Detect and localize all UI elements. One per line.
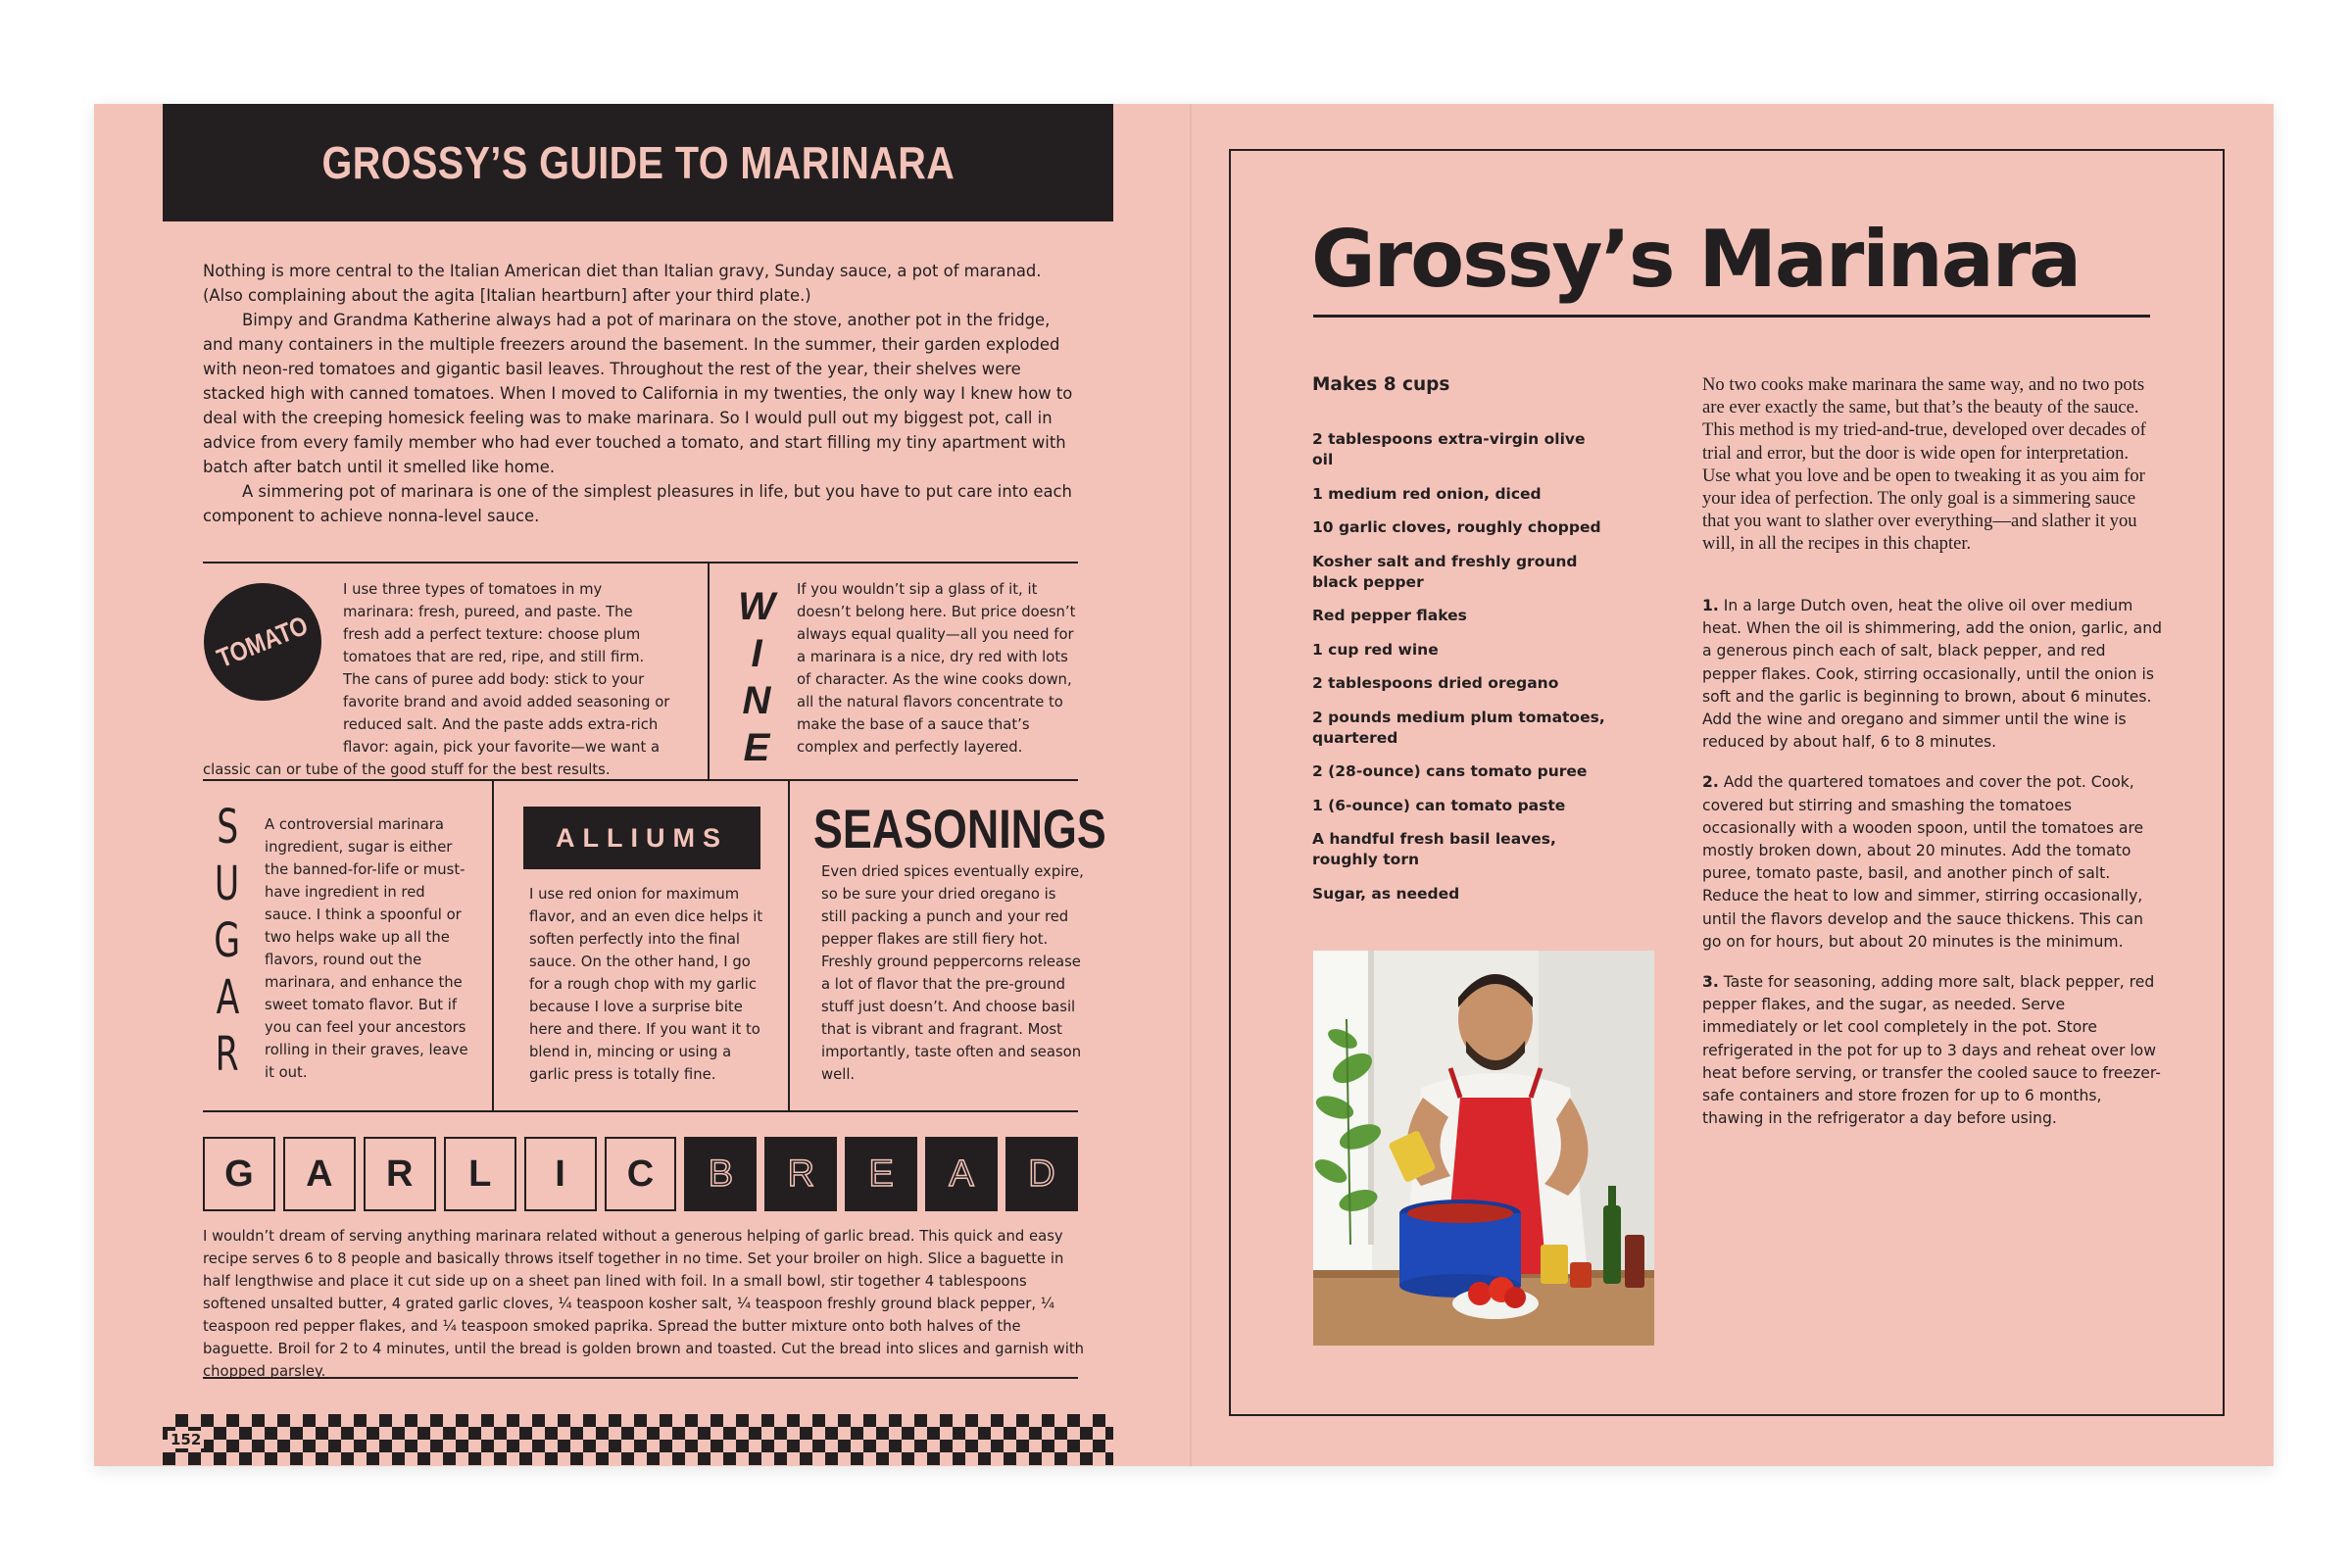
garlic-letter-box: R xyxy=(364,1137,436,1211)
bread-letter-box xyxy=(925,1137,998,1211)
wine-heading xyxy=(735,583,778,771)
garlic-bread-text: I wouldn’t dream of serving anything marinara related without a generous helping of garlic bread. This quick and easy recipe serves 6 to 8 people and basically throws itself together in no time. Set your broiler on high. Slice a baguette in half lengthwise and place it cut side up on a sheet pan lined with foil. In a small bowl, stir together 4 tablespoons softened unsalted butter, 4 grated garlic cloves, ¼ teaspoon kosher salt, ¼ teaspoon freshly ground black pepper, ¼ teaspoon red pepper flakes, and ¼ teaspoon smoked paprika. Spread the butter mixture onto both halves of the baguette. Broil for 2 to 4 minutes, until the bread is golden brown and toasted. Cut the bread into slices and garnish with chopped parsley. xyxy=(203,1228,1085,1380)
bread-letter: R xyxy=(787,1152,815,1195)
sugar-letter: U xyxy=(215,857,240,911)
guide-title: GROSSY’S GUIDE TO MARINARA xyxy=(321,137,955,188)
bread-letter: A xyxy=(949,1152,974,1195)
guide-title-bar xyxy=(163,104,1113,221)
garlic-letter-box: L xyxy=(444,1137,516,1211)
intro-text xyxy=(203,259,1085,528)
garlic-letter-box: A xyxy=(283,1137,356,1211)
garlic-letter-box: I xyxy=(524,1137,597,1211)
recipe-step xyxy=(1702,595,2163,754)
ingredient-item: 2 (28-ounce) cans tomato puree xyxy=(1312,762,1588,780)
tomato-label: TOMATO xyxy=(213,610,313,673)
bread-letter-box xyxy=(845,1137,917,1211)
wine-letter: W xyxy=(738,585,775,628)
step-text: Taste for seasoning, adding more salt, black pepper, red pepper flakes, and the sugar, as needed. Serve immediately or let cool completely in the pot. Store refrigerated in the pot for up to 3 days and reheat over low heat before serving, or transfer the cooled sauce to freezer-safe containers and store frozen for up to 6 months, thawing in the refrigerator a day before using. xyxy=(1702,973,2161,1128)
recipe-title: Grossy’s Marinara xyxy=(1311,214,2081,305)
bread-letter: E xyxy=(868,1152,894,1195)
step-number: 1. xyxy=(1702,597,1719,614)
tomato-text: I use three types of tomatoes in my marinara: fresh, pureed, and paste. The fresh add a perfect texture: choose plum tomatoes that are red, ripe, and still firm. The cans of puree add body: stick to your favorite brand and avoid added seasoning or reduced salt. And the paste adds extra-rich flavor: again, pick your favorite—we want a classic can or tube of the good stuff for the best results. xyxy=(203,581,670,778)
checkerboard-footer xyxy=(163,1414,1113,1465)
wine-text: If you wouldn’t sip a glass of it, it doesn’t belong here. But price doesn’t always equal quality—all you need for a marinara is a nice, dry red with lots of character. As the wine cooks down, all the natural flavors concentrate to make the base of a sauce that’s complex and perfectly layered. xyxy=(797,581,1076,756)
ingredient-list xyxy=(1312,429,1606,917)
intro-paragraph: A simmering pot of marinara is one of the simplest pleasures in life, but you have to put care into each component to achieve nonna-level sauce. xyxy=(203,482,1072,525)
sugar-letter: G xyxy=(214,913,241,968)
bread-letter: D xyxy=(1028,1152,1055,1195)
ingredient-item: 10 garlic cloves, roughly chopped xyxy=(1312,518,1601,536)
ingredient-item: Sugar, as needed xyxy=(1312,884,1460,903)
bread-letter: B xyxy=(708,1152,734,1195)
recipe-step xyxy=(1702,971,2163,1130)
alliums-heading xyxy=(523,807,760,869)
ingredient-item: 1 cup red wine xyxy=(1312,640,1439,659)
ingredient-item: Kosher salt and freshly ground black pepper xyxy=(1312,552,1578,591)
sugar-letter: A xyxy=(216,970,239,1025)
sugar-letter: R xyxy=(215,1027,240,1082)
recipe-steps xyxy=(1702,595,2163,1148)
step-number: 3. xyxy=(1702,973,1719,992)
sugar-heading xyxy=(206,799,249,1083)
recipe-step xyxy=(1702,771,2163,954)
sugar-text: A controversial marinara ingredient, sugar is either the banned-for-life or must-have ingredient in red sauce. I think a spoonful or two helps wake up all the flavors, round out the marinara, and enhance the sweet tomato flavor. But if you can feel your ancestors rolling in their graves, leave it out. xyxy=(265,816,468,1081)
seasonings-heading: SEASONINGS xyxy=(813,798,1106,859)
seasonings-text: Even dried spices eventually expire, so be sure your dried oregano is still packing a punch and your red pepper flakes are still fiery hot. Freshly ground peppercorns release a lot of flavor that the pre-ground stuff just doesn’t. And choose basil that is vibrant and fragrant. Most importantly, taste often and season well. xyxy=(821,863,1084,1083)
recipe-headnote: No two cooks make marinara the same way, and no two pots are ever exactly the same, but that’s the beauty of the sauce. This method is my tried-and-true, developed over decades of trial and error, but the door is wide open for interpretation. Use what you love and be open to tweaking it as you aim for your idea of perfection. The only goal is a simmering sauce that you want to slather over everything—and slather it you will, in all the recipes in this chapter. xyxy=(1702,374,2146,555)
step-text: Add the quartered tomatoes and cover the pot. Cook, covered but stirring and smashing the tomatoes occasionally with a wooden spoon, until the tomatoes are mostly broken down, about 20 minutes. Add the tomato puree, tomato paste, basil, and another pinch of salt. Reduce the heat to low and simmer, stirring occasionally, until the flavors develop and the sauce thickens. This can go on for hours, but about 20 minutes is the minimum. xyxy=(1702,773,2144,951)
ingredient-item: 1 (6-ounce) can tomato paste xyxy=(1312,796,1566,814)
garlic-letter-box: C xyxy=(605,1137,677,1211)
sugar-letter: S xyxy=(217,800,238,855)
chef-photo xyxy=(1313,951,1654,1346)
title-rule xyxy=(1313,315,2150,318)
garlic-letter-box: G xyxy=(203,1137,275,1211)
section-divider xyxy=(788,779,790,1110)
intro-paragraph: Nothing is more central to the Italian American diet than Italian gravy, Sunday sauce, a pot of maranad. (Also complaining about the agita [Italian heartburn] after your third plate.) xyxy=(203,262,1042,305)
book-gutter xyxy=(1190,104,1192,1466)
section-divider xyxy=(492,779,494,1110)
intro-paragraph: Bimpy and Grandma Katherine always had a pot of marinara on the stove, another pot in the fridge, and many containers in the multiple freezers around the basement. In the summer, their garden exploded with neon-red tomatoes and gigantic basil leaves. Throughout the rest of the year, their shelves were stacked high with canned tomatoes. When I moved to California in my twenties, the only way I knew how to deal with the creeping homesick feeling was to make marinara. So I would pull out my biggest pot, call in advice from every family member who had ever touched a tomato, and start filling my tiny apartment with batch after batch until it smelled like home. xyxy=(203,311,1073,476)
bread-letter-box xyxy=(684,1137,757,1211)
alliums-label: ALLIUMS xyxy=(556,822,728,853)
step-number: 2. xyxy=(1702,773,1719,792)
bread-letter-box xyxy=(1005,1137,1078,1211)
chef-photo-illustration xyxy=(1313,951,1654,1346)
ingredient-item: Red pepper flakes xyxy=(1312,607,1467,624)
garlic-bread-heading xyxy=(203,1137,1078,1211)
ingredient-item: 2 tablespoons extra-virgin olive oil xyxy=(1312,430,1586,468)
section-divider xyxy=(708,562,710,779)
step-text: In a large Dutch oven, heat the olive oil over medium heat. When the oil is shimmering, add the onion, garlic, and a generous pinch each of salt, black pepper, and red pepper flakes. Cook, stirring occasionally, until the onion is soft and the garlic is beginning to brown, about 6 minutes. Add the wine and oregano and simmer until the wine is reduced by about half, 6 to 8 minutes. xyxy=(1702,597,2162,752)
ingredient-item: A handful fresh basil leaves, roughly torn xyxy=(1312,830,1556,868)
wine-letter: E xyxy=(743,726,770,769)
bread-letter-box xyxy=(764,1137,837,1211)
wine-letter: N xyxy=(742,679,771,722)
ingredient-item: 2 tablespoons dried oregano xyxy=(1312,674,1559,692)
section-divider xyxy=(203,1110,1078,1112)
recipe-yield: Makes 8 cups xyxy=(1312,374,1450,395)
ingredient-item: 2 pounds medium plum tomatoes, quartered xyxy=(1312,708,1605,747)
section-divider xyxy=(203,562,1078,564)
ingredient-item: 1 medium red onion, diced xyxy=(1312,484,1542,503)
page-number: 152 xyxy=(168,1431,204,1448)
wine-letter: I xyxy=(751,632,762,675)
alliums-text: I use red onion for maximum flavor, and an even dice helps it soften perfectly into the final sauce. On the other hand, I go for a rough chop with my garlic because I love a surprise bite here and there. If you want it to blend in, mincing or using a garlic press is totally fine. xyxy=(529,886,763,1083)
